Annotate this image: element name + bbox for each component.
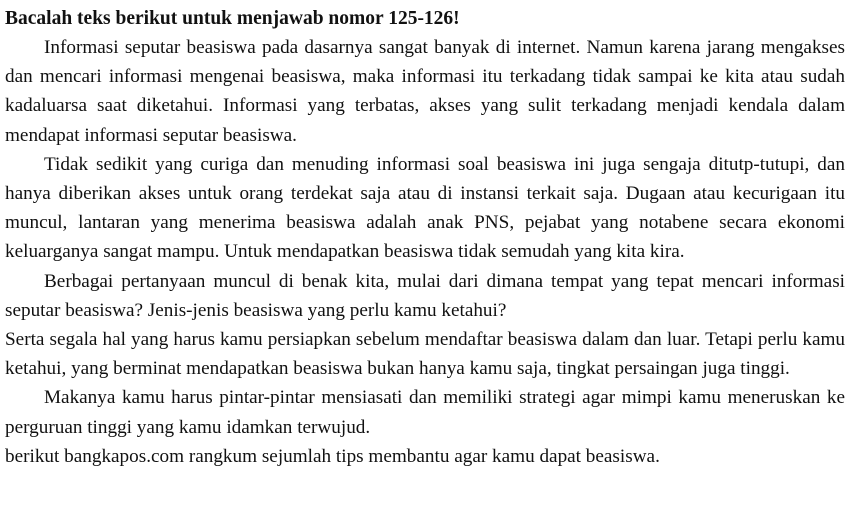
reading-passage — [5, 4, 845, 471]
paragraph-6: berikut bangkapos.com rangkum sejumlah tips membantu agar kamu dapat beasiswa. — [5, 445, 660, 467]
paragraph-1: Informasi seputar beasiswa pada dasarnya sangat banyak di internet. Namun karena jarang mengakses dan mencari informasi mengenai beasiswa, maka informasi itu terkadang tidak sampai ke kita atau sudah kadaluarsa saat diketahui. Informasi yang terbatas, akses yang sulit terkadang menjadi kendala dalam mendapat informasi seputar beasiswa. — [5, 37, 845, 146]
paragraph-5: Makanya kamu harus pintar-pintar mensiasati dan memiliki strategi agar mimpi kamu meneruskan ke perguruan tinggi yang kamu idamkan terwujud. — [5, 387, 845, 438]
paragraph-4: Serta segala hal yang harus kamu persiapkan sebelum mendaftar beasiswa dalam dan luar. Tetapi perlu kamu ketahui, yang berminat mendapatkan beasiswa bukan hanya kamu saja, tingkat persaingan juga tinggi. — [5, 329, 845, 380]
paragraph-2: Tidak sedikit yang curiga dan menuding informasi soal beasiswa ini juga sengaja ditutp-tutupi, dan hanya diberikan akses untuk orang terdekat saja atau di instansi terkait saja. Dugaan atau kecurigaan itu muncul, lantaran yang menerima beasiswa adalah anak PNS, pejabat yang notabene secara ekonomi keluarganya sangat mampu. Untuk mendapatkan beasiswa tidak semudah yang kita kira. — [5, 153, 845, 263]
passage-heading: Bacalah teks berikut untuk menjawab nomor 125-126! — [5, 8, 460, 29]
paragraph-3: Berbagai pertanyaan muncul di benak kita, mulai dari dimana tempat yang tepat mencari informasi seputar beasiswa? Jenis-jenis beasiswa yang perlu kamu ketahui? — [5, 270, 845, 321]
